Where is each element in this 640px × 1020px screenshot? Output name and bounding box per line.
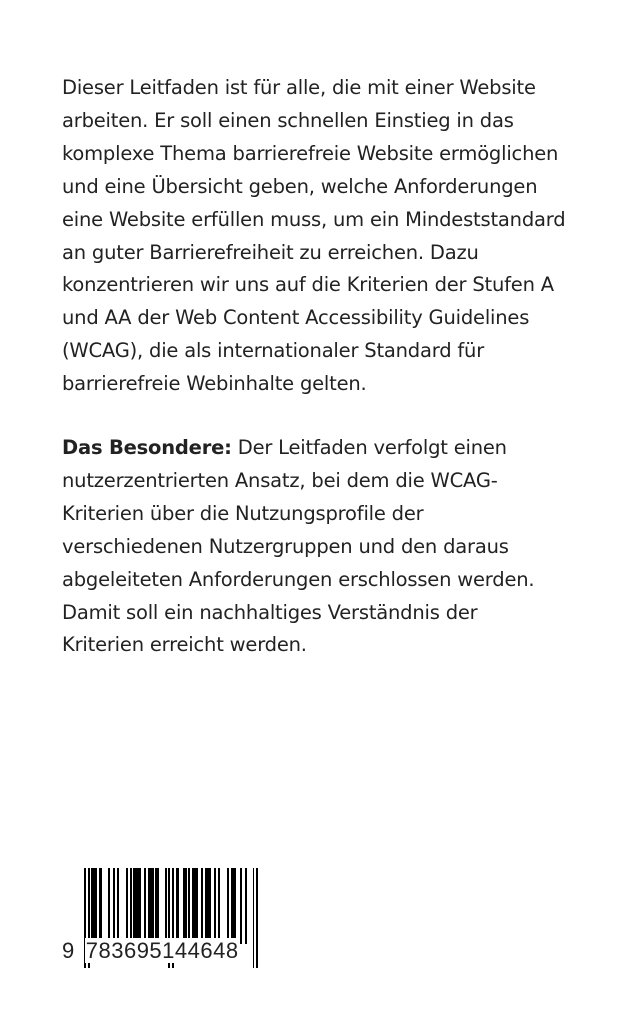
text-line: Kriterien erreicht werden. [62, 633, 307, 657]
text-line: arbeiten. Er soll einen schnellen Einstieg in das [62, 108, 514, 132]
barcode-bar [152, 868, 154, 944]
text-line: und eine Übersicht geben, welche Anforderungen [62, 174, 538, 198]
description-paragraph [62, 72, 565, 401]
barcode-bar [165, 868, 167, 944]
text-line: abgeleiteten Anforderungen erschlossen werden. [62, 567, 535, 591]
barcode-bar [177, 868, 179, 944]
text-line: an guter Barrierefreiheit zu erreichen. Dazu [62, 240, 479, 264]
barcode-bar [157, 868, 159, 944]
barcode-bar [201, 868, 203, 944]
barcode-bar [130, 868, 132, 944]
isbn-first-digit: 9 [62, 938, 75, 963]
text-line: komplexe Thema barrierefreie Website ermöglichen [62, 141, 559, 165]
barcode-bar [108, 868, 110, 944]
lead-text: Der Leitfaden verfolgt einen [231, 436, 507, 459]
isbn-number [62, 938, 240, 964]
barcode-bar [214, 868, 216, 944]
text-line: verschiedenen Nutzergruppen und den daraus [62, 534, 509, 558]
barcode-bar [95, 868, 97, 944]
barcode-bar [227, 868, 229, 944]
barcode-bar [126, 868, 128, 944]
barcode-bar [209, 868, 211, 944]
barcode-bar [240, 868, 242, 944]
barcode-bar [185, 868, 187, 944]
barcode-bar [253, 868, 255, 968]
text-line: Dieser Leitfaden ist für alle, die mit einer Website [62, 76, 536, 99]
barcode-bar [245, 868, 247, 944]
barcode-bar [188, 868, 190, 944]
barcode-bar [196, 868, 198, 944]
lead-label: Das Besondere: [62, 436, 232, 459]
barcode-bar [117, 868, 119, 944]
highlight-paragraph [62, 432, 534, 662]
text-line: (WCAG), die als internationaler Standard für [62, 339, 485, 363]
text-line: Kriterien über die Nutzungsprofile der [62, 501, 424, 525]
barcode-bar [113, 868, 115, 944]
text-line: Damit soll ein nachhaltiges Verständnis der [62, 600, 478, 624]
barcode-bar [144, 868, 146, 944]
barcode-bar [100, 868, 102, 944]
text-line: nutzerzentrierten Ansatz, bei dem die WCAG- [62, 468, 498, 492]
text-line: konzentrieren wir uns auf die Kriterien der Stufen A [62, 273, 554, 297]
text-line: barrierefreie Webinhalte gelten. [62, 372, 367, 396]
barcode-bar [234, 868, 236, 944]
isbn-digits: 783695144648 [85, 938, 239, 963]
text-line: und AA der Web Content Accessibility Guidelines [62, 306, 530, 330]
text-line: eine Website erfüllen muss, um ein Mindeststandard [62, 207, 566, 231]
barcode-bar [256, 868, 258, 968]
barcode-bar [139, 868, 141, 944]
isbn-barcode [62, 868, 258, 968]
text-line [62, 432, 534, 465]
barcode-bar [218, 868, 220, 944]
